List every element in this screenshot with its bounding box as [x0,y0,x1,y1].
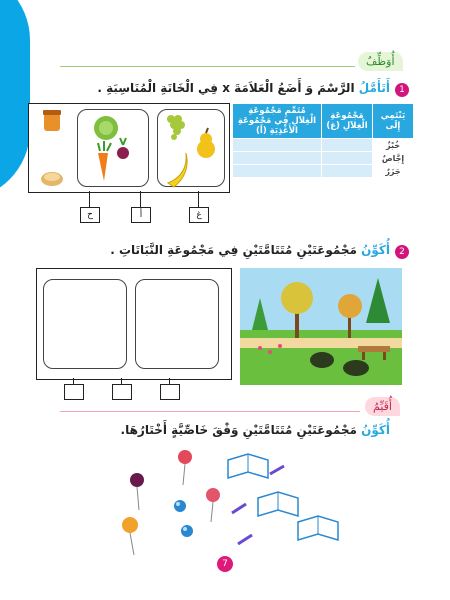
exercise-2-lead: أُكَوِّنُ [361,243,390,257]
exercise-1-number: 1 [395,83,409,97]
table-row-label: إِجَّاصٌ [373,152,414,165]
grapes-icon [167,115,185,140]
label-box-gh[interactable]: غ [189,207,209,223]
set-box-left[interactable] [43,279,127,369]
pencil-icon [232,504,246,513]
section-tag-tawdhif: أُوَظِّفُ [358,52,403,71]
exercise-1-text: الرَّسْمَ وَ أَضَعُ الْعَلاَمَةَ x فِي الْخَانَةِ الْمُنَاسِبَةِ . [97,81,359,95]
book-icon [228,454,268,478]
pencil-icon [270,466,284,474]
answer-box-left[interactable] [64,384,84,400]
table-header-fruits: مَجْمُوعَةِ الْغِلاَلِ (غ) [322,104,373,139]
exercise-3-text: مَجْمُوعَتَيْنِ مُتَتَامَّتَيْنِ وَفْقَ خَاصِّيَّةٍ أَخْتَارُهَا. [120,423,362,437]
plants-sets-frame [36,268,232,380]
section-divider-2 [60,411,360,412]
garden-illustration [240,268,402,385]
table-row-label: خُبْزٌ [373,139,414,152]
table-cell-checkbox[interactable] [322,139,373,152]
connector-h [89,191,90,207]
pencil-icon [238,535,252,544]
balloon-icon [130,473,144,510]
page-number: 7 [217,556,233,572]
book-icon [298,516,338,540]
exercise-1-instruction [97,81,390,95]
section-divider [60,66,355,67]
label-box-h[interactable]: ح [80,207,100,223]
table-cell-checkbox[interactable] [233,139,322,152]
exercise-1-lead: أَتَأَمَّلُ [358,81,390,95]
connector-a [140,191,141,207]
balloon-icon [178,450,192,485]
carrot-icon [98,141,111,181]
exercise-2-instruction [110,243,390,257]
answer-box-middle[interactable] [112,384,132,400]
radish-icon [117,138,129,159]
table-cell-checkbox[interactable] [322,165,373,178]
balloon-icon [206,488,220,522]
table-header-complement: مُتَمِّمِ مَجْمُوعَةِ الْغِلاَلِ فِي مَجْمُوعَةِ الأَغْذِيَةِ (أ) [233,104,322,139]
exercise-2-text: مَجْمُوعَتَيْنِ مُتَتَامَّتَيْنِ فِي مَجْمُوعَةِ النَّبَاتَاتِ . [110,243,362,257]
marble-icon [174,500,186,512]
bread-icon [41,172,63,186]
table-cell-checkbox[interactable] [233,152,322,165]
banana-icon [168,153,187,187]
table-cell-checkbox[interactable] [233,165,322,178]
pear-icon [197,128,215,158]
cabbage-icon [94,116,118,140]
table-row-label: جَزَرٌ [373,165,414,178]
exercise-3-lead: أُكَوِّنُ [361,423,390,437]
set-box-right[interactable] [135,279,219,369]
exercise-2-number: 2 [395,245,409,259]
book-icon [258,492,298,516]
section-tag-uqayyim: أُقَيِّمُ [365,397,400,416]
balloon-icon [122,517,138,555]
connector-gh [198,191,199,207]
foods-drawing [28,103,228,191]
exercise-3-instruction [121,423,390,437]
belongs-table [232,103,414,178]
marble-icon [181,525,193,537]
answer-box-right[interactable] [160,384,180,400]
table-cell-checkbox[interactable] [322,152,373,165]
objects-illustration [110,440,360,575]
table-header-belongs: يَنْتَمِي إِلَى [373,104,414,139]
honey-jar-icon [43,110,61,131]
label-box-a[interactable]: أ [131,207,151,223]
decorative-blue-arc [0,0,30,200]
